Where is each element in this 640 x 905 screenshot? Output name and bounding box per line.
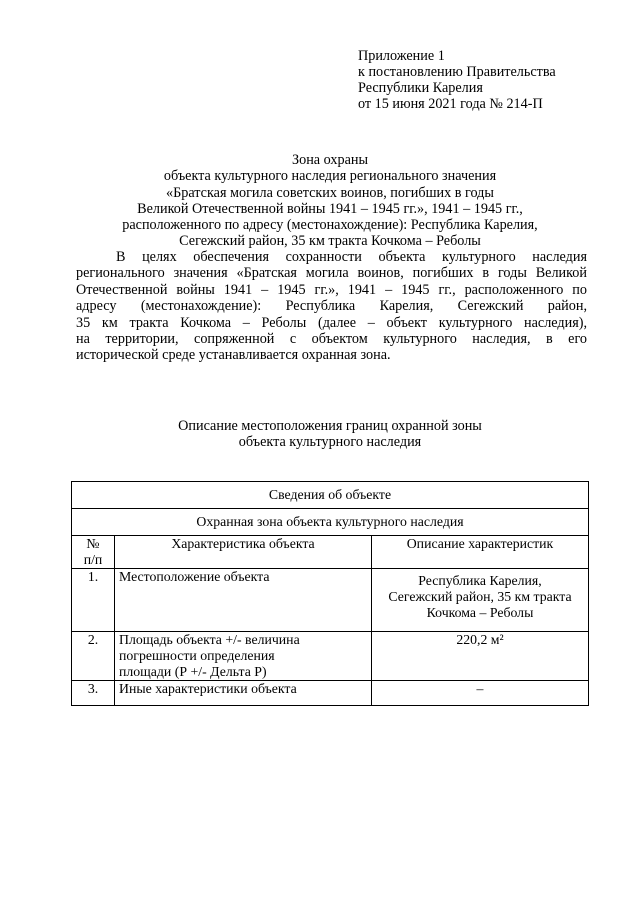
paragraph-line: 35 км тракта Кочкома – Реболы (далее – объект культурного наследия), [76,314,587,331]
title-line: Зона охраны [292,152,368,168]
appendix-header [358,48,556,112]
table-column-headers [72,536,589,569]
appendix-line: от 15 июня 2021 года № 214-П [358,96,543,112]
document-title [60,152,600,250]
paragraph-line: адресу (местонахождение): Республика Карелия, Сегежский район, [76,298,587,315]
title-line: Великой Отечественной войны 1941 – 1945 гг.», 1941 – 1945 гг., [137,200,523,217]
table-header-protection-zone: Охранная зона объекта культурного наследия [72,509,589,536]
body-paragraph [76,249,587,364]
column-header-number-line: п/п [83,552,103,567]
column-header-characteristic: Характеристика объекта [115,536,372,569]
row-description-line: Республика Карелия, [418,573,542,588]
table-header-object-info: Сведения об объекте [72,482,589,509]
row-description-line: 220,2 м² [456,632,504,647]
row-characteristic [115,632,372,681]
row-description-line: – [476,681,484,696]
row-description-line: Сегежский район, 35 км тракта [388,589,572,604]
paragraph-line: регионального значения «Братская могила воинов, погибших в годы Великой [76,265,587,282]
row-number: 2. [72,632,115,681]
title-line: объекта культурного наследия регионального значения [163,168,497,185]
title-line: Сегежский район, 35 км тракта Кочкома – Реболы [179,233,481,250]
subtitle-line: Описание местоположения границ охранной зоны [178,418,482,434]
paragraph-line: Отечественной войны 1941 – 1945 гг.», 1941 – 1945 гг., расположенного по [76,281,587,298]
row-number: 3. [72,681,115,706]
table-header-row [72,509,589,536]
column-header-number [72,536,115,569]
title-line: расположенного по адресу (местонахождение): Республика Карелия, [122,217,538,234]
subtitle-line: объекта культурного наследия [238,434,422,450]
table-row [72,681,589,706]
paragraph-line: исторической среде устанавливается охранная зона. [76,347,391,364]
row-characteristic [115,681,372,706]
row-description-line: Кочкома – Реболы [426,605,534,620]
row-characteristic-line: погрешности определения [119,648,275,663]
table-header-row [72,482,589,509]
row-characteristic-line: Местоположение объекта [119,569,270,584]
row-characteristic [115,569,372,632]
column-header-number-line: № [86,536,100,551]
table-row [72,632,589,681]
paragraph-line: В целях обеспечения сохранности объекта культурного наследия [116,249,587,265]
table-row [72,569,589,632]
paragraph-line: на территории, сопряженной с объектом культурного наследия, в его [76,331,587,348]
row-description [372,632,589,681]
title-line: «Братская могила советских воинов, погибших в годы [166,184,494,201]
row-number: 1. [72,569,115,632]
section-subtitle [60,418,600,450]
appendix-line: Республики Карелия [358,80,483,96]
column-header-description: Описание характеристик [372,536,589,569]
row-characteristic-line: площади (Р +/- Дельта Р) [119,664,267,679]
appendix-line: Приложение 1 [358,48,445,64]
row-description [372,569,589,632]
row-characteristic-line: Площадь объекта +/- величина [119,632,300,647]
row-description [372,681,589,706]
object-info-table [71,481,589,706]
appendix-line: к постановлению Правительства [358,64,556,80]
row-characteristic-line: Иные характеристики объекта [119,681,297,696]
